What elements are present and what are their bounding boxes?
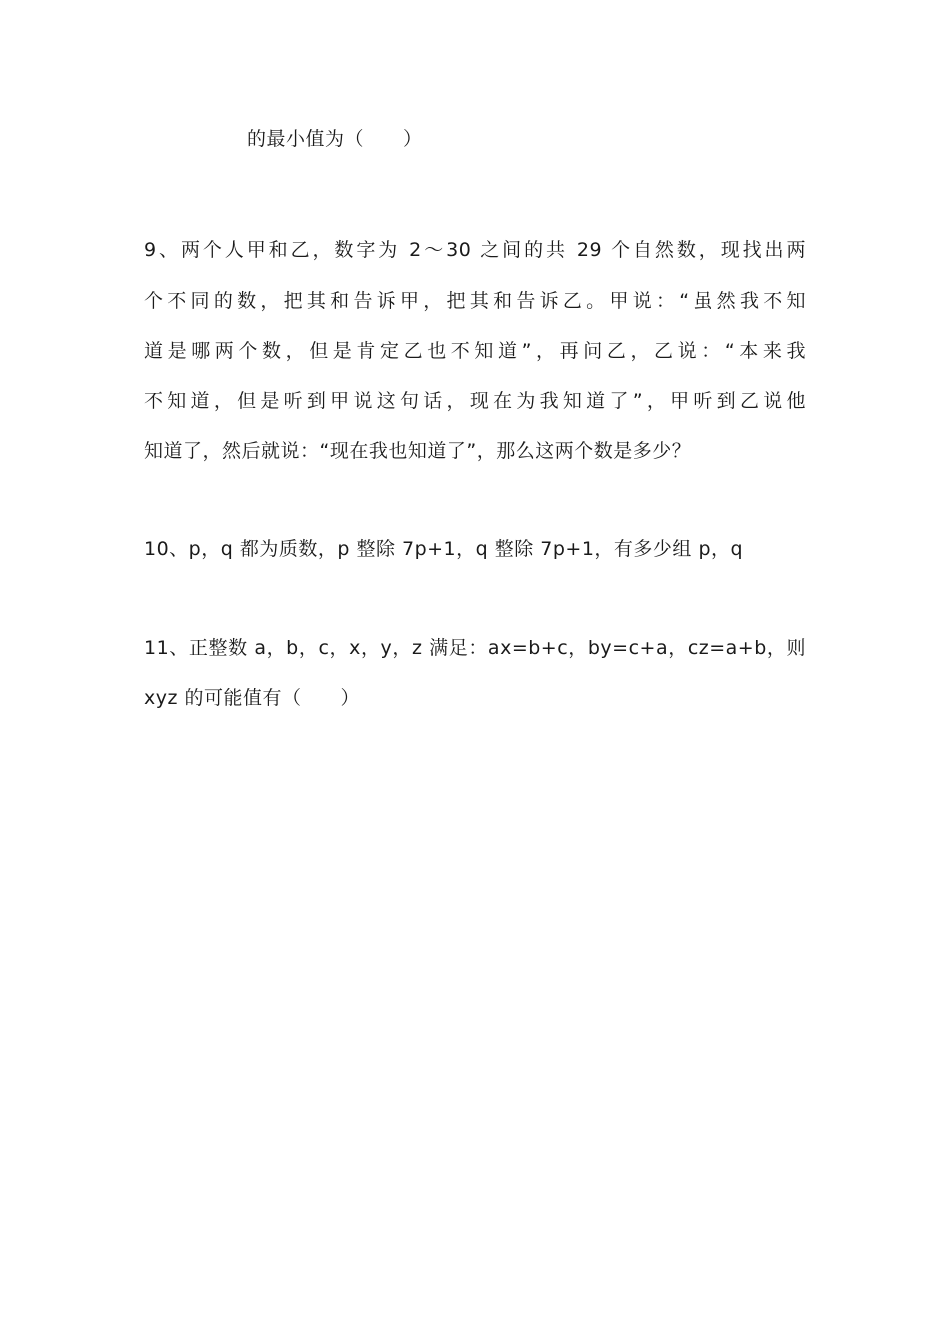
problem-9-line-2: 个不同的数，把其和告诉甲，把其和告诉乙。甲说：“虽然我不知 (144, 290, 806, 312)
problem-10: 10、p，q 都为质数，p 整除 7p+1，q 整除 7p+1，有多少组 p，q (144, 538, 744, 560)
problem-9-line-3: 道是哪两个数，但是肯定乙也不知道”，再问乙，乙说：“本来我 (144, 340, 806, 362)
problem-8-tail: 的最小值为（ ） (247, 128, 423, 150)
problem-9-line-1: 9、两个人甲和乙，数字为 2～30 之间的共 29 个自然数，现找出两 (144, 239, 806, 261)
problem-9-line-5: 知道了，然后就说：“现在我也知道了”，那么这两个数是多少？ (144, 440, 692, 462)
problem-11-line-2: xyz 的可能值有（ ） (144, 687, 361, 709)
problem-9-line-4: 不知道，但是听到甲说这句话，现在为我知道了”，甲听到乙说他 (144, 390, 806, 412)
problem-11-line-1: 11、正整数 a，b，c，x，y，z 满足：ax=b+c，by=c+a，cz=a+b，则 (144, 637, 806, 659)
